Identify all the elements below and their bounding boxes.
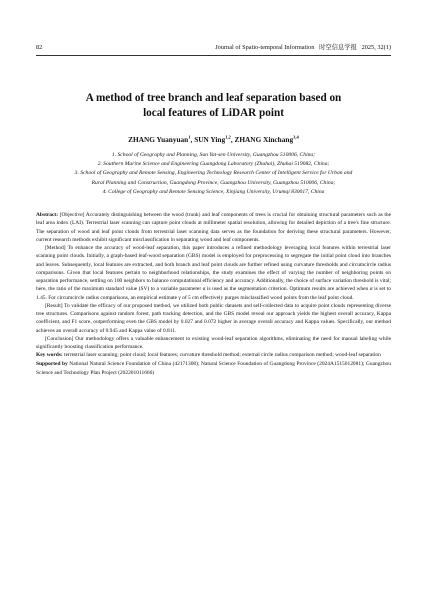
abstract-conclusion: [Conclusion] Our methodology offers a valuable enhancement to existing wood-leaf separation algorithms, eliminating the need for manual labeling while significantly boosting classification performance.: [36, 335, 391, 350]
affiliation-list: [36, 151, 391, 197]
funding-statement: [36, 360, 391, 377]
affiliation-2: 2. Southern Marine Science and Engineering Guangdong Laboratory (Zhuhai), Zhuhai 519082, China;: [97, 161, 330, 168]
abstract-label: Abstract:: [36, 212, 59, 218]
funding-text: National Natural Science Foundation of China (42171308); Natural Science Foundation of Guangdong Province (2024A1515012081); Guangzhou Science and Technology Plan Project (202201011666): [36, 361, 391, 376]
paper-title-line-1: A method of tree branch and leaf separation based on: [85, 92, 342, 104]
author-2: SUN Ying: [194, 135, 226, 144]
author-1-affiliation-mark: 1: [188, 134, 191, 140]
page-number: 82: [36, 44, 43, 51]
author-2-affiliation-mark: 1,2: [225, 134, 231, 140]
keywords-label: Key words:: [36, 352, 63, 359]
author-1: ZHANG Yuanyuan: [128, 135, 189, 144]
abstract-objective: [36, 211, 391, 244]
affiliation-3: 3. School of Geography and Remote Sensing, Engineering Technology Research Center of Intelligent Service for Urban and: [74, 170, 353, 177]
keywords: [36, 351, 391, 359]
paper-title: [54, 91, 373, 120]
affiliation-1: 1. School of Geography and Planning, Sun Yat-sen University, Guangzhou 510006, China;: [111, 152, 316, 158]
author-list: ZHANG Yuanyuan$^1$, SUN Ying$^{1,2}$, ZHANG Xinchang$^{3,4}$: [128, 134, 299, 144]
journal-name: Journal of Spatio-temporal Information: [215, 44, 315, 51]
author-3-affiliation-mark: 3,4: [293, 134, 299, 140]
affiliation-4: 4. College of Geography and Remote Sensing Science, Xinjiang University, Urumqi 830017, China: [102, 188, 325, 195]
journal-issue: 2025, 32(1): [361, 44, 391, 51]
funding-label: Supported by: [36, 361, 68, 368]
affiliation-3-continued: Rural Planning and Construction, Guangdong Province, Guangzhou University, Guangzhou 510006, China;: [91, 179, 336, 186]
keywords-text: terrestrial laser scanning; point cloud; local features; curvature threshold method; external circle radius comparison method; wood-leaf separation: [64, 352, 381, 359]
abstract-section: [36, 211, 391, 377]
author-3: ZHANG Xinchang: [234, 135, 294, 144]
header-divider: [36, 55, 391, 56]
paper-title-line-2: local features of LiDAR point: [143, 106, 284, 119]
journal-citation: [215, 43, 391, 53]
abstract-result: [Result] To validate the efficacy of our proposed method, we utilized both public datasets and self-collected data to acquire point clouds representing diverse tree structures. Comparisons against random forest, path tracking detection, and the GBS model reveal our approach yields the highest overall accuracy, Kappa coefficient, and F1 score, outperforming even the GBS model by 0.027 and 0.072 higher in average overall accuracy and Kappa values. Specifically, our method achieves an overall accuracy of 0.945 and Kappa value of 0.811.: [36, 302, 391, 334]
abstract-objective-text: [Objective] Accurately distinguishing between the wood (trunk) and leaf components of trees is crucial for obtaining structural parameters such as the leaf area index (LAI). Terrestrial laser scanning can capture point clouds at millimeter spatial resolution, allowing for detailed depiction of a tree's fine structure. The separation of wood and leaf point clouds from terrestrial laser scanning data serves as the foundation for deriving these structural parameters. However, current research methods exhibit significant misclassification in separating wood and leaf components.: [36, 212, 391, 243]
journal-name-cn: 时空信息学报: [319, 44, 357, 51]
abstract-method: [Method] To enhance the accuracy of wood-leaf separation, this paper introduces a refined methodology leveraging local features within terrestrial laser scanning point clouds. Initially, a graph-based leaf-wood separation (GBS) model is employed for preprocessing to segregate the initial point cloud into branches and leaves. Subsequently, local features are extracted, and both branch and leaf point clouds are further refined using curvature thresholds and circumcircle radius comparisons. Given that local features pertain to neighborhood relationships, the study examines the effect of varying the number of neighboring points on separation performance, settling on 100 neighbors to balance computational efficiency and accuracy. Additionally, the choice of surface variation threshold is vital; here, the ratio of the maximum standard value (SV) to a variable parameter α is used as the segmentation criterion. Optimum results are achieved when α is set to 1.45. For circumcircle radius comparisons, an empirical estimate γ of 5 cm effectively purges misclassified wood points from the leaf point cloud.: [36, 245, 391, 301]
running-head: [36, 43, 391, 53]
